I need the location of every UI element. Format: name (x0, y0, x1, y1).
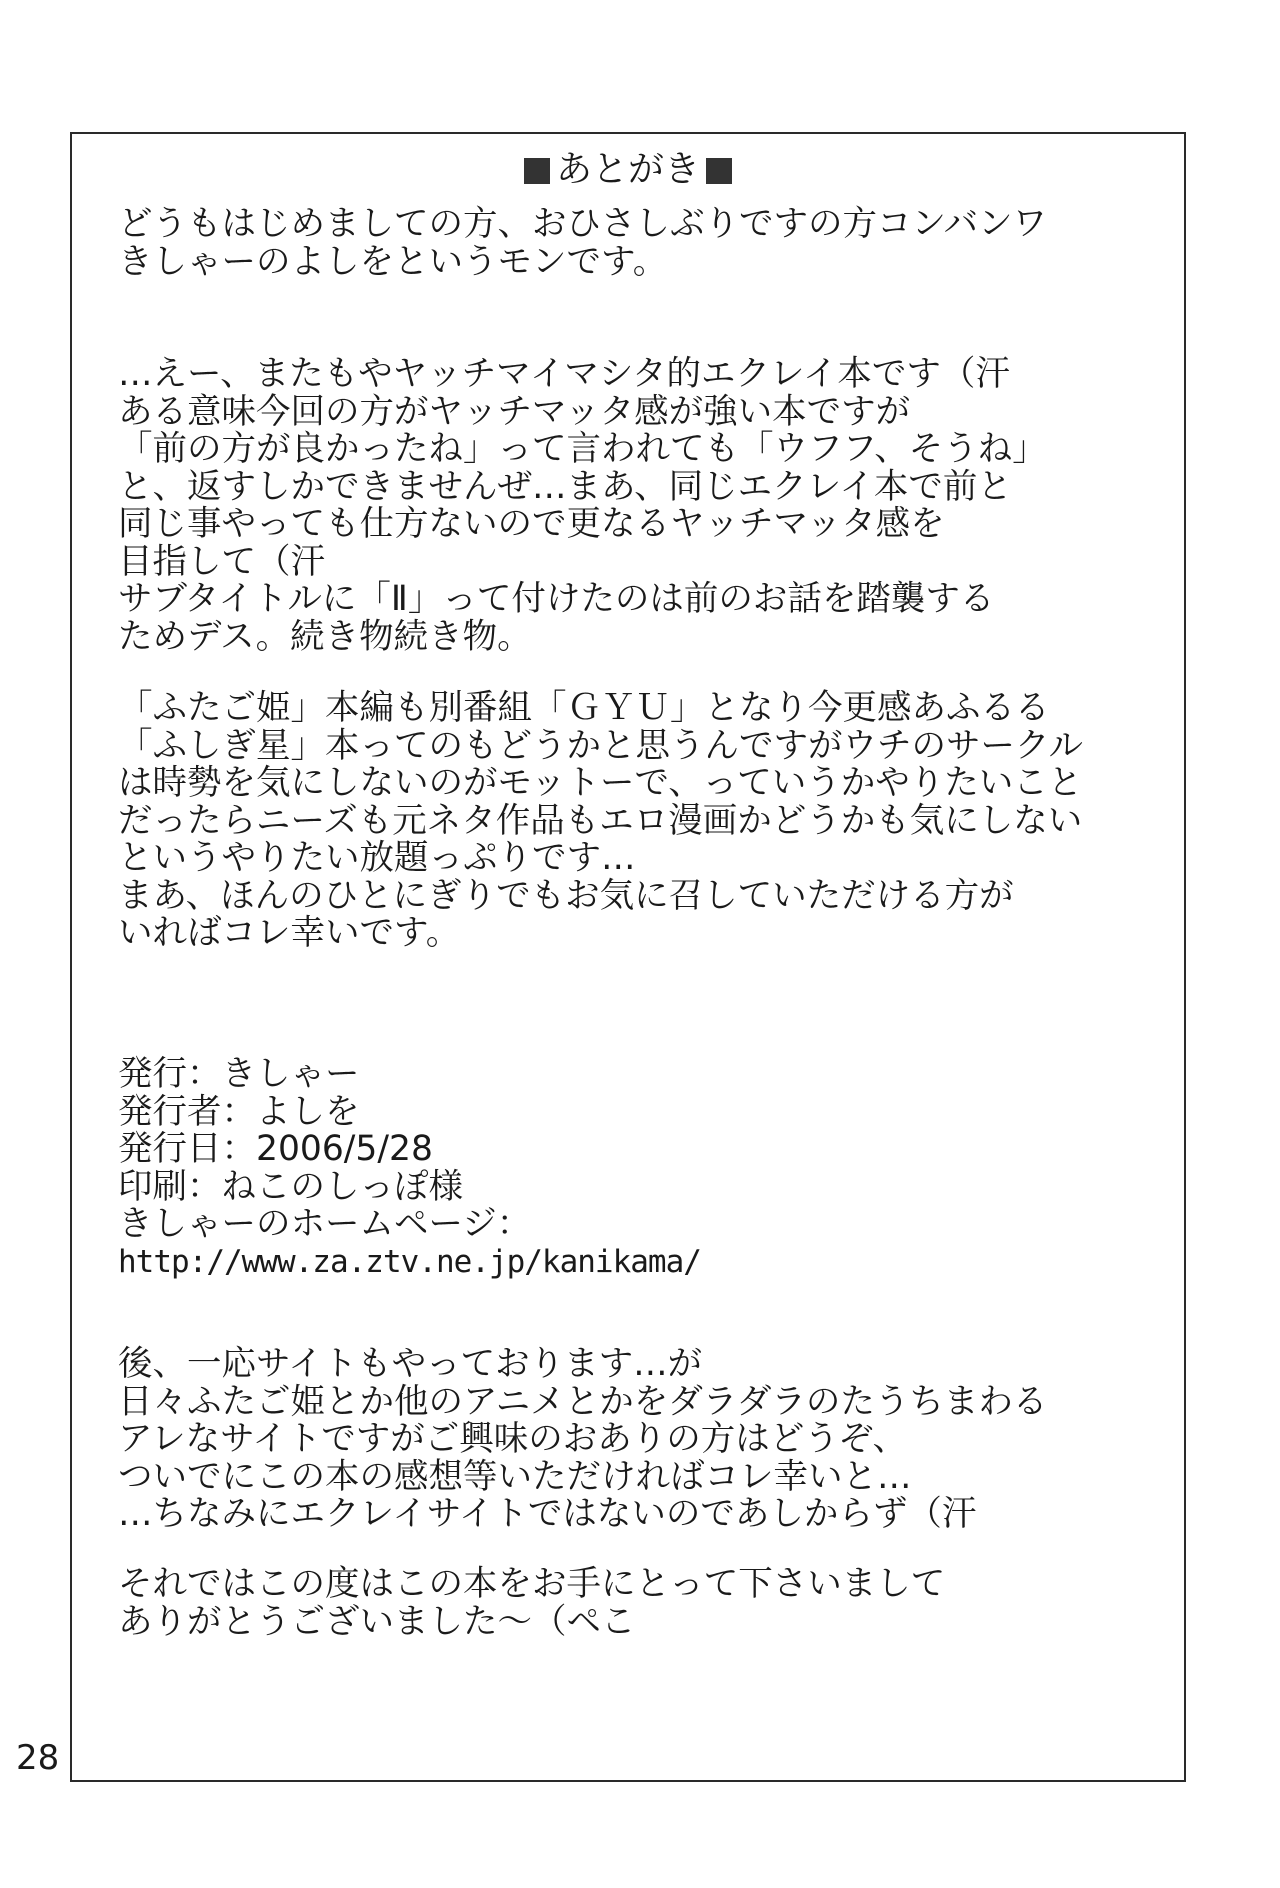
text-line: きしゃーのよしをというモンです。 (118, 241, 668, 282)
text-line: と、返すしかできませんぜ…まあ、同じエクレイ本で前と (118, 466, 1012, 507)
publish-date-line: 発行日：2006/5/28 (118, 1129, 433, 1169)
text-line: 目指して（汗 (118, 541, 325, 582)
page-number: 28 (16, 1738, 60, 1778)
text-line: サブタイトルに「Ⅱ」って付けたのは前のお話を踏襲する (118, 579, 995, 619)
text-line: 同じ事やっても仕方ないので更なるヤッチマッタ感を (118, 504, 945, 544)
text-line: それではこの度はこの本をお手にとって下さいまして (118, 1564, 946, 1604)
about-book-paragraph (118, 356, 1047, 656)
text-line: ためデス。続き物続き物。 (118, 616, 532, 657)
text-line: …えー、またもやヤッチマイマシタ的エクレイ本です（汗 (118, 354, 1010, 394)
text-line: ついでにこの本の感想等いただければコレ幸いと… (118, 1456, 912, 1497)
heading-text: あとがき (555, 149, 700, 190)
text-line: まあ、ほんのひとにぎりでもお気に召していただける方が (118, 875, 1014, 916)
text-line: 後、一応サイトもやっております…が (118, 1344, 703, 1384)
text-line: ある意味今回の方がヤッチマッタ感が強い本ですが (118, 391, 911, 432)
text-line: …ちなみにエクレイサイトではないのであしからず（汗 (118, 1494, 977, 1534)
text-line: アレなサイトですがご興味のおありの方はどうぞ、 (118, 1419, 908, 1459)
text-line: いればコレ幸いです。 (118, 913, 461, 953)
text-line: 日々ふたご姫とか他のアニメとかをダラダラのたうちまわる (118, 1381, 1048, 1422)
text-line: は時勢を気にしないのがモットーで、っていうかやりたいこと (118, 763, 1083, 803)
afterword-heading (0, 146, 1256, 194)
text-line: 「前の方が良かったね」って言われても「ウフフ、そうね」 (118, 429, 1047, 469)
greeting-paragraph (118, 206, 1047, 281)
site-paragraph (118, 1346, 1047, 1534)
text-line: というやりたい放題っぷりです… (118, 838, 636, 878)
colophon (118, 1056, 701, 1281)
publisher-line: 発行：きしゃー (118, 1054, 360, 1094)
printer-line: 印刷：ねこのしっぽ様 (118, 1166, 463, 1207)
thanks-paragraph (118, 1566, 945, 1641)
black-square-icon (524, 158, 550, 184)
text-line: ありがとうございました～（ペこ (118, 1601, 636, 1642)
author-line: 発行者：よしを (118, 1091, 360, 1132)
homepage-url: http://www.za.ztv.ne.jp/kanikama/ (118, 1243, 701, 1280)
text-line: どうもはじめましての方、おひさしぶりですの方コンバンワ (118, 204, 1048, 244)
text-line: だったらニーズも元ネタ作品もエロ漫画かどうかも気にしない (118, 800, 1083, 841)
black-square-icon (706, 158, 732, 184)
homepage-label-line: きしゃーのホームページ： (118, 1204, 532, 1244)
text-line: 「ふしぎ星」本ってのもどうかと思うんですがウチのサークル (118, 725, 1083, 766)
circle-paragraph (118, 690, 1083, 953)
text-line: 「ふたご姫」本編も別番組「ＧＹＵ」となり今更感あふるる (118, 688, 1050, 728)
